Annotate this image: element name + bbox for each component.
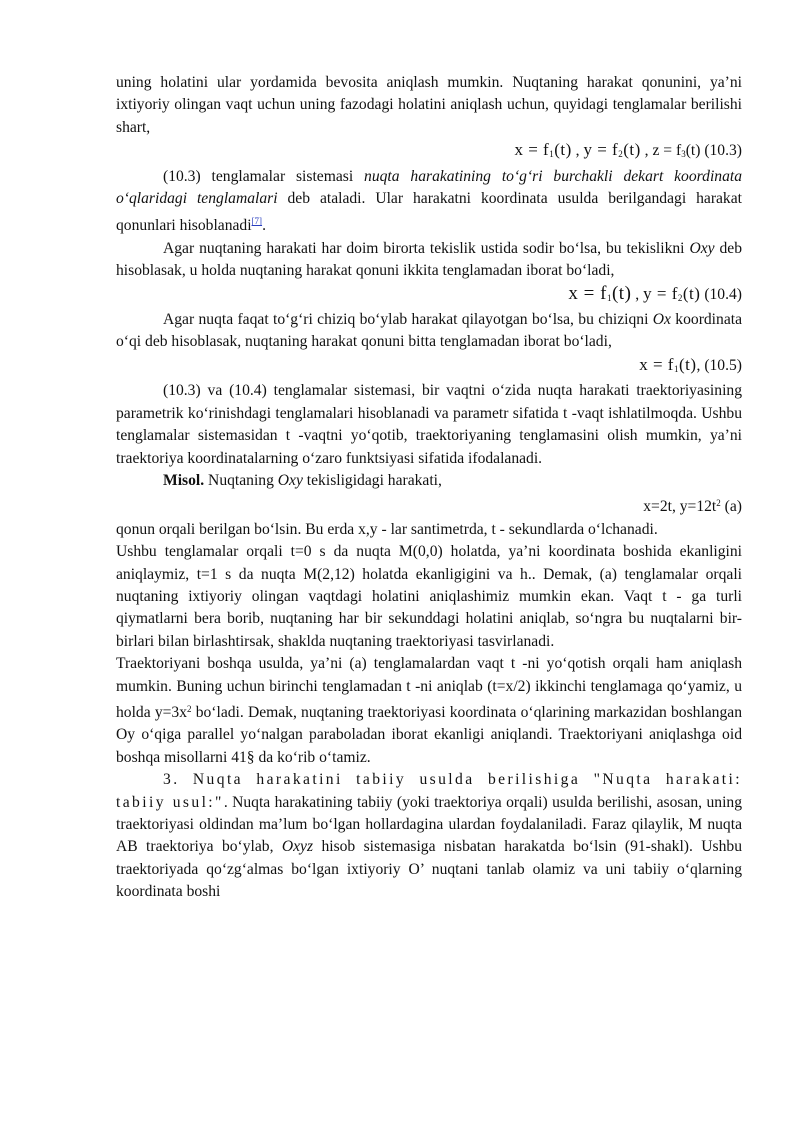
eq-sep: , (640, 142, 653, 160)
equation-10-5 (116, 354, 742, 380)
text: deb ataladi. Ular harakatni koordinata usulda berilgandagi harakat qonunlari hisoblanadi (116, 190, 742, 235)
document-page (116, 72, 742, 904)
eq-x-arg: (t) (611, 282, 632, 304)
text: Agar nuqta faqat to‘g‘ri chiziq bo‘ylab harakat qilayotgan bo‘lsa, bu chiziqni (163, 311, 653, 329)
reference-link[interactable]: [7] (251, 216, 263, 227)
eq-text: x=2t, y=12t (643, 498, 717, 516)
text: koordinata o‘qi deb hisoblasak, nuqtaning harakat qonuni bitta tenglamadan iborat bo‘ladi, (116, 311, 742, 351)
eq-x-arg: (t) (554, 140, 572, 160)
paragraph-8: Ushbu tenglamalar orqali t=0 s da nuqta M(0,0) holatda, ya’ni koordinata boshida ekanligini aniqlaymiz, t=1 s da nuqta M(2,12) holatda ekanligigini va h.. Demak, (a) tenglamalar orqali nuqtaning ixtiyoriy olingan vaqtdagi holatini aniqlashimiz mumkin ekan. Vaqt t - ga turli qiymatlarni bera borib, nuqtaning har bir sekunddagi holatini aniqlab, so‘ngra bu nuqtalarni bir-birlari bilan birlashtirsak, shaklda nuqtaning traektoriyasi tasvirlanadi. (116, 543, 742, 650)
text: . (262, 217, 266, 235)
italic-term: Oxy (277, 471, 303, 489)
eq-x-sub: 1 (549, 149, 555, 160)
eq-y: y = f (583, 140, 619, 160)
text: Nuqtaning (204, 471, 278, 489)
equation-number: (a) (720, 498, 742, 516)
eq-sep: , (571, 142, 584, 160)
paragraph-1: uning holatini ular yordamida bevosita aniqlash mumkin. Nuqtaning harakat qonunini, ya’ni ixtiyoriy olingan vaqt uchun uning fazodagi holatini aniqlash uchun, quyidagi tenglamalar berilishi shart, (116, 74, 742, 136)
paragraph-2 (116, 166, 742, 238)
eq-y: y = f (643, 283, 678, 303)
eq-sup: 2 (716, 498, 721, 509)
example-label: Misol. (163, 471, 205, 489)
eq-x-arg: (t) (678, 354, 697, 374)
text: . Nuqta harakatining tabiiy (yoki traektoriya orqali) usulda berilishi, asosan, uning traektoriyasi oldindan ma’lum bo‘lgan hollardagina ulardan foydalaniladi. Faraz qilaylik, M nuqta AB traektoriya bo‘ylab, (116, 793, 742, 856)
eq-y-sub: 2 (677, 292, 683, 303)
paragraph-4 (116, 309, 742, 354)
text: (10.3) tenglamalar sistemasi (163, 167, 365, 185)
paragraph-9 (116, 653, 742, 769)
eq-sep: , (631, 285, 644, 303)
italic-term: nuqta harakatining to‘g‘ri burchakli dekart koordinata o‘qlaridagi tenglamalari (116, 167, 742, 208)
paragraph-3 (116, 238, 742, 283)
text: hisob sistemasiga nisbatan harakatda bo‘lsin (91-shakl). Ushbu traektoriyada qo‘zg‘almas bo‘lgan ixtiyoriy O’ nuqtani tanlab olamiz va uni tabiiy o‘qlarning koordinata boshi (116, 838, 742, 901)
eq-y-arg: (t) (682, 283, 701, 303)
text: deb hisoblasak, u holda nuqtaning harakat qonuni ikkita tenglamadan iborat bo‘ladi, (116, 239, 742, 280)
paragraph-5: (10.3) va (10.4) tenglamalar sistemasi, bir vaqtni o‘zida nuqta harakati traektoriyasining parametrik ko‘rinishdagi tenglamalari hisoblanadi va parametr sifatida t -vaqt ishlatilmoqda. Ushbu tenglamalar sistemasidan t -vaqtni yo‘qotib, traektoriyaning tenglamasini olish mumkin, ya’ni traektoriya koordinatalarning o‘zaro funktsiyasi sifatida ifodalanadi. (116, 382, 742, 467)
equation-10-4 (116, 283, 742, 309)
eq-x: x = f (514, 140, 550, 160)
italic-term: Ox (652, 311, 671, 329)
eq-x-sub: 1 (673, 363, 679, 374)
text: bo‘ladi. Demak, nuqtaning traektoriyasi koordinata o‘qlarining markazidan boshlangan Oy o‘qiga parallel yo‘nalgan paraboladan iborat ekanligi aniqlandi. Traektoriyani aniqlashga oid boshqa misollarni 41§ da ko‘rib o‘tamiz. (116, 703, 742, 766)
eq-x-sub: 1 (606, 292, 612, 303)
eq-z-sub: 3 (681, 149, 686, 160)
equation-number: (10.4) (704, 285, 742, 303)
eq-x: x = f (639, 354, 674, 374)
italic-term: Oxy (689, 239, 715, 257)
eq-z-arg: (t) (685, 142, 701, 160)
text: tekisligidagi harakati, (302, 471, 442, 489)
equation-number: (10.3) (704, 142, 742, 160)
paragraph-6 (116, 470, 742, 492)
paragraph-7: qonun orqali berilgan bo‘lsin. Bu erda x,y - lar santimetrda, t - sekundlarda o‘lchanadi. (116, 520, 658, 538)
eq-y-arg: (t) (623, 140, 641, 160)
eq-y-sub: 2 (618, 149, 624, 160)
superscript: 2 (187, 703, 192, 714)
equation-number: , (10.5) (696, 356, 742, 374)
text: Agar nuqtaning harakati har doim birorta tekislik ustida sodir bo‘lsa, bu tekislikni (163, 239, 690, 257)
equation-10-3 (116, 139, 742, 165)
italic-term: Oxyz (281, 838, 314, 856)
text: Traektoriyani boshqa usulda, ya’ni (a) tenglamalardan vaqt t -ni yo‘qotish orqali ham aniqlash mumkin. Buning uchun birinchi tenglamadan t -ni aniqlab (t=x/2) ikkinchi tenglamaga qo‘yamiz, u holda y=3x (116, 655, 742, 721)
section-heading-spaced: 3. Nuqta harakatini tabiiy usulda berilishiga "Nuqta harakati: tabiiy usul:" (116, 771, 742, 811)
equation-a (116, 492, 742, 518)
paragraph-10 (116, 769, 742, 903)
eq-x: x = f (568, 282, 607, 304)
eq-z: z = f (652, 142, 682, 160)
